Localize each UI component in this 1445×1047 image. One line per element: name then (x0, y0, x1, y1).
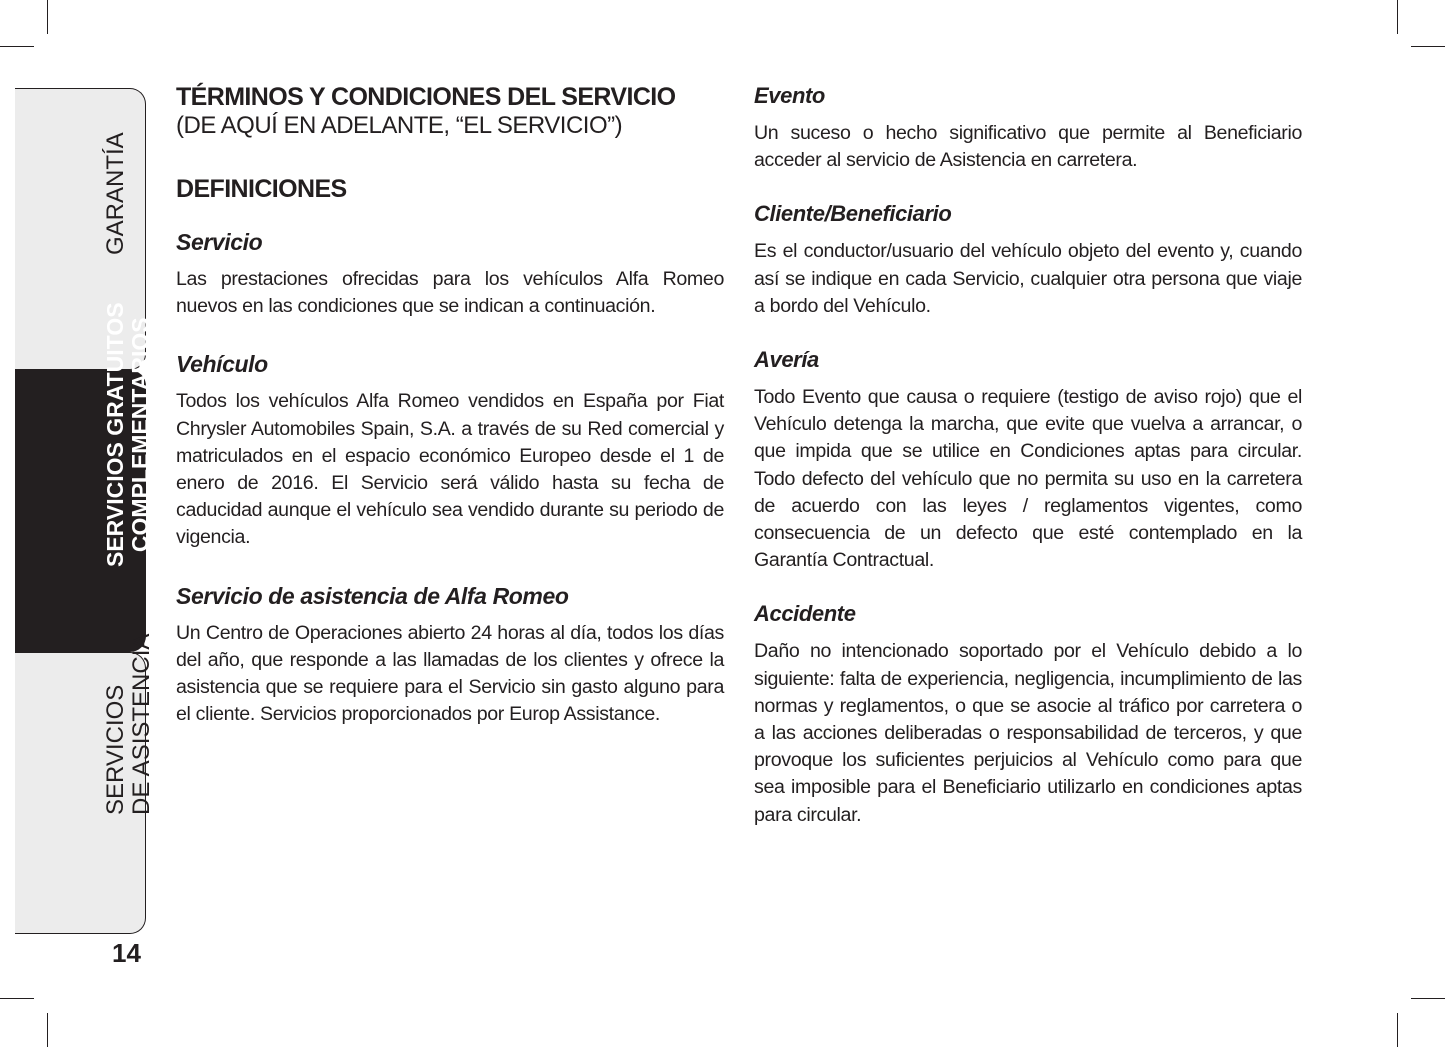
definition-term: Cliente/Beneficiario (754, 201, 952, 227)
page-subtitle: (DE AQUÍ EN ADELANTE, “EL SERVICIO”) (176, 112, 623, 139)
tab-label (103, 132, 129, 255)
crop-mark (1411, 46, 1445, 47)
tab-label (103, 634, 155, 815)
definition-block (176, 582, 724, 729)
crop-mark (47, 1013, 48, 1047)
crop-mark (1397, 1013, 1398, 1047)
tab-label-line: DE ASISTENCIA (128, 633, 155, 815)
definition-term: Servicio de asistencia de Alfa Romeo (176, 582, 569, 609)
definition-term: Servicio (176, 229, 263, 255)
tab-label-line: GARANTÍA (102, 132, 129, 255)
definition-text: Todo Evento que causa o requiere (testigo de aviso rojo) que el Vehículo detenga la marcha, que evite que vuelva a arrancar, o que impida que se utilice en Condiciones aptas para circular. Todo defecto del vehículo que no permita su uso en la carretera de acuerdo con las leyes / reglamentos vigentes, como consecuencia de un defecto que esté contemplado en la Garantía Contractual. (754, 386, 1302, 572)
right-column (754, 82, 1302, 855)
definition-text: Un suceso o hecho significativo que permite al Beneficiario acceder al servicio de Asistencia en carretera. (754, 122, 1302, 172)
page-title: TÉRMINOS Y CONDICIONES DEL SERVICIO (176, 83, 676, 111)
definition-text: Todos los vehículos Alfa Romeo vendidos en España por Fiat Chrysler Automobiles Spain, S.A. a través de su Red comercial y matriculados en el espacio económico Europeo desde el 1 de enero de 2016. El Servicio será válido hasta su fecha de caducidad aunque el vehículo sea vendido durante su periodo de vigencia. (176, 390, 724, 549)
tab-servicios-gratuitos[interactable] (15, 302, 153, 652)
definition-text: Daño no intencionado soportado por el Vehículo debido a lo siguiente: falta de experiencia, negligencia, incumplimiento de las normas y reglamentos, o que se asocie al tráfico por carretera o a las acciones deliberadas o responsabilidad de terceros, y que provoque los suficientes perjuicios al Vehículo como para que sea imposible para el Beneficiario utilizarlo en condiciones aptas para circular. (754, 640, 1302, 826)
crop-mark (1397, 0, 1398, 34)
definition-block (176, 350, 724, 551)
definition-block (754, 346, 1302, 574)
page-number: 14 (112, 938, 141, 968)
left-column (176, 82, 724, 758)
tab-label-line: COMPLEMENTARIOS (127, 317, 153, 553)
tab-label-line: SERVICIOS (102, 684, 129, 815)
definition-term: Evento (754, 83, 825, 108)
tab-label-line: SERVICIOS GRATUITOS (102, 302, 128, 567)
definition-block (176, 228, 724, 320)
definition-term: Accidente (754, 601, 856, 627)
definition-block (754, 200, 1302, 320)
definition-block (754, 600, 1302, 828)
tab-servicios-asistencia[interactable] (15, 633, 155, 934)
definition-text: Las prestaciones ofrecidas para los vehículos Alfa Romeo nuevos en las condiciones que se indican a continuación. (176, 268, 724, 318)
definition-text: Un Centro de Operaciones abierto 24 horas al día, todos los días del año, que responde a las llamadas de los clientes y ofrece la asistencia que se requiere para el Servicio sin gasto alguno para el cliente. Servicios proporcionados por Europ Assistance. (176, 621, 724, 726)
definition-block (754, 82, 1302, 174)
tab-label (103, 302, 153, 567)
definition-term: Avería (754, 347, 819, 373)
crop-mark (0, 46, 34, 47)
crop-mark (47, 0, 48, 34)
section-title: DEFINICIONES (176, 175, 347, 203)
crop-mark (0, 998, 34, 999)
definition-term: Vehículo (176, 351, 268, 378)
crop-mark (1411, 998, 1445, 999)
definition-text: Es el conductor/usuario del vehículo objeto del evento y, cuando así se indique en cada Servicio, cualquier otra persona que viaje a bordo del Vehículo. (754, 240, 1302, 317)
